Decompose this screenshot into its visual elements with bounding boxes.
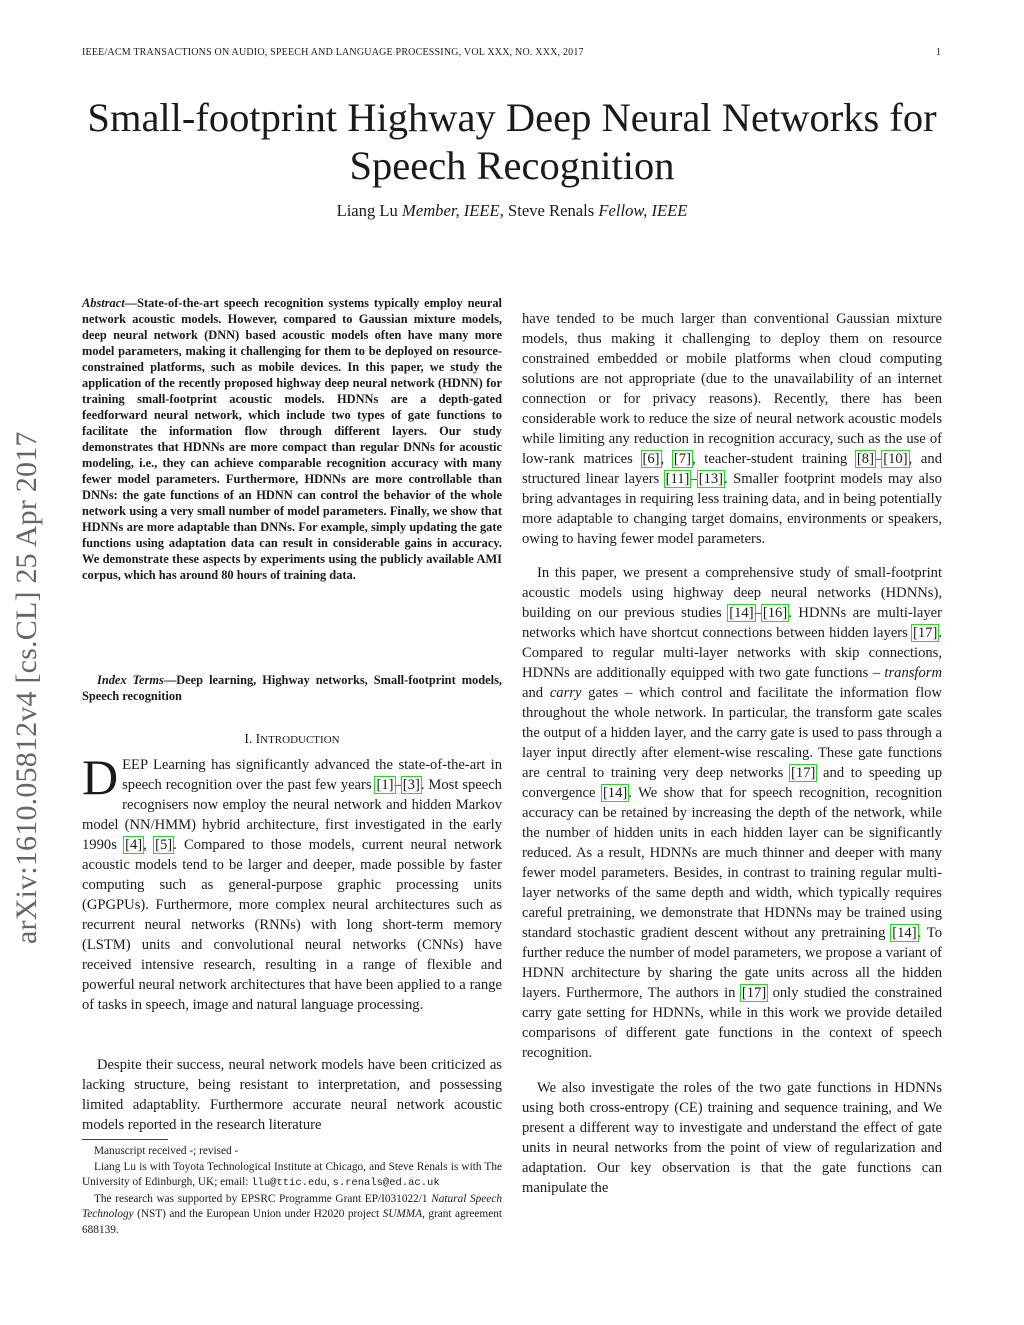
footnote-italic: Natural Speech Technology [82,1192,502,1220]
footnote-rule [82,1139,168,1140]
citation-link[interactable]: [13] [698,470,724,487]
author-separator: , [499,201,508,220]
footnote-italic: SUMMA [382,1208,423,1220]
right-paragraph-1 [522,309,942,549]
body-text: , teacher-student training [691,450,856,467]
author-1-role: Member, IEEE [402,201,500,220]
arxiv-stamp: arXiv:1610.05812v4 [cs.CL] 25 Apr 2017 [10,431,43,944]
section-name: NTRODUCTION [260,734,340,746]
body-text: , [660,450,673,467]
section-number: I. I [244,731,261,746]
right-column [522,294,942,1212]
abstract-label: Abstract [82,296,125,310]
author-1-name: Liang Lu [336,201,398,220]
citation-link[interactable]: [14] [602,785,628,802]
author-2-role: Fellow, IEEE [598,201,688,220]
emphasis-text: transform [884,665,942,682]
intro-paragraph-2: Despite their success, neural network models have been criticized as lacking structure, being resistant to interpretation, and possessing limited adaptablity. Furthermore accurate neural network acoustic models reported in the research literature [82,1057,502,1133]
footnote-grant [82,1192,502,1239]
intro-text: . Most speech recognisers now employ the neural network and hidden Markov model (NN/HMM) hybrid architecture, first investigated in the early 1990s [82,777,502,853]
body-text: – [754,605,762,622]
citation-link[interactable]: [17] [791,765,816,782]
body-text: , and structured linear layers [522,450,942,487]
footnote-text: , [326,1176,333,1188]
body-text: and [522,685,550,702]
section-heading [82,731,502,747]
footnote-text: Liang Lu is with Toyota Technological Institute at Chicago, and Steve Renals is with The University of Edinburgh, UK; email: [82,1160,502,1188]
citation-link[interactable]: [6] [642,450,660,467]
email-link[interactable]: s.renals@ed.ac.uk [332,1177,440,1189]
citation-link[interactable]: [4] [125,837,143,853]
citation-link[interactable]: [7] [673,450,691,467]
footnote-text: (NST) and the European Union under H2020 project [133,1208,383,1220]
intro-text: – [394,777,402,793]
footnote-received: Manuscript received -; revised - [94,1145,239,1157]
citation-link[interactable]: [14] [729,605,754,622]
body-text: and to speeding up convergence [522,765,942,802]
emphasis-text: carry [549,685,582,702]
body-text: – [874,450,883,467]
index-terms-label: Index Terms [97,673,164,687]
running-header: IEEE/ACM TRANSACTIONS ON AUDIO, SPEECH AND LANGUAGE PROCESSING, VOL XXX, NO. XXX, 2017 [82,47,584,58]
abstract-text: —State-of-the-art speech recognition systems typically employ neural network acoustic models. However, compared to Gaussian mixture models, deep neural network (DNN) based acoustic models often have many more model parameters, making it challenging for them to be deployed on resource-constrained platforms, such as mobile devices. In this paper, we study the application of the recently proposed highway deep neural network (HDNN) for training small-footprint acoustic models. HDNNs are a depth-gated feedforward neural network, which include two types of gate functions to facilitate the information flow through different layers. Our study demonstrates that HDNNs are more compact than regular DNNs for acoustic modeling, i.e., they can achieve comparable recognition accuracy with many fewer model parameters. Furthermore, HDNNs are more controllable than DNNs: the gate functions of an HDNN can control the behavior of the whole network using a very small number of model parameters. Finally, we show that HDNNs are more adaptable than DNNs. For example, simply updating the gate functions using adaptation data can result in considerable gains in accuracy. We demonstrate these aspects by experiments using the publicly available AMI corpus, which has around 80 hours of training data. [82,296,502,582]
citation-link[interactable]: [11] [665,470,690,487]
intro-paragraph-1 [82,749,502,1015]
citation-link[interactable]: [16] [762,605,788,622]
body-text: . We show that for speech recognition, recognition accuracy can be retained by increasing the depth of the network, while the number of hidden units in each hidden layer can be significantly reduced. As a result, HDNNs are much thinner and deeper with many fewer model parameters. Besides, in contrast to training regular multi-layer networks of the same depth and width, which typically requires careful pretraining, we demonstrate that HDNNs may be trained using standard stochastic gradient descent without any pretraining [522,785,942,942]
author-2-name: Steve Renals [508,201,595,220]
index-terms-text: —Deep learning, Highway networks, Small-footprint models, Speech recognition [82,673,502,703]
page-number: 1 [936,47,942,58]
intro-text: EEP Learning has significantly advanced the state-of-the-art in speech recognition over the past few years [122,757,502,793]
right-paragraph-3: We also investigate the roles of the two gate functions in HDNNs using both cross-entropy (CE) training and sequence training, and We present a different way to investigate and understand the effect of gate units in neural networks from the point of view of regularization and adaptation. Our key observation is that the gate functions can manipulate the [522,1079,942,1196]
footnote-text: , grant agreement 688139. [82,1208,502,1236]
footnotes [82,1144,502,1238]
body-text: In this paper, we present a comprehensive study of small-footprint acoustic models using highway deep neural networks (HDNNs), building on our previous studies [522,565,942,622]
citation-link[interactable]: [1] [376,777,394,793]
body-text: . Compared to regular multi-layer networks with skip connections, HDNNs are additionally equipped with two gate functions – [522,625,942,682]
footnote-affiliation [82,1160,502,1192]
author-line [60,201,964,221]
index-terms [82,672,502,704]
abstract [82,295,502,583]
body-text: . To further reduce the number of model parameters, we propose a variant of HDNN architecture by sharing the gate units across all the hidden layers. Furthermore, The authors in [522,925,942,1002]
intro-text: , [143,837,155,853]
email-link[interactable]: llu@ttic.edu [251,1177,327,1189]
citation-link[interactable]: [14] [892,925,917,942]
paper-title: Small-footprint Highway Deep Neural Networks for Speech Recognition [87,95,937,188]
body-text: . Smaller footprint models may also bring advantages in requiring less training data, and in being potentially more adaptable to changing target domains, environments or speakers, owing to having fewer model parameters. [522,470,942,547]
citation-link[interactable]: [17] [913,625,938,642]
drop-cap: D [82,749,119,805]
body-text: gates – which control and facilitate the information flow throughout the whole network. In particular, the transform gate scales the output of a hidden layer, and the carry gate is used to pass through a layer input directly after element-wise rescaling. These gate functions are central to training very deep networks [522,685,942,782]
citation-link[interactable]: [5] [155,837,173,853]
citation-link[interactable]: [8] [856,450,874,467]
body-text: – [690,470,698,487]
citation-link[interactable]: [17] [741,985,767,1002]
citation-link[interactable]: [10] [883,450,908,467]
intro-text: . Compared to those models, current neural network acoustic models tend to be larger and deeper, made possible by faster computing such as general-purpose graphic processing units (GPGPUs). Furthermore, more complex neural architectures such as recurrent neural networks (RNNs) with long short-term memory (LSTM) units and convolutional neural networks (CNNs) have received intensive research, resulting in a range of flexible and powerful neural network architectures that have been applied to a range of tasks in speech, image and natural language processing. [82,837,502,1013]
body-text: only studied the constrained carry gate setting for HDNNs, while in this work we provide detailed comparisons of different gate functions in the context of speech recognition. [522,985,943,1062]
footnote-text: The research was supported by EPSRC Programme Grant EP/I031022/1 [94,1192,432,1205]
body-text: . HDNNs are multi-layer networks which have shortcut connections between hidden layers [522,605,942,642]
right-paragraph-2 [522,563,942,1063]
citation-link[interactable]: [3] [402,777,420,793]
body-text: have tended to be much larger than conventional Gaussian mixture models, thus making it challenging to deploy them on resource constrained embedded or mobile platforms when cloud computing solutions are not appropriate (due to the unavailability of an internet connection or for privacy reasons). Recently, there has been considerable work to reduce the size of neural network acoustic models while limiting any reduction in recognition accuracy, such as the use of low-rank matrices [522,310,942,467]
